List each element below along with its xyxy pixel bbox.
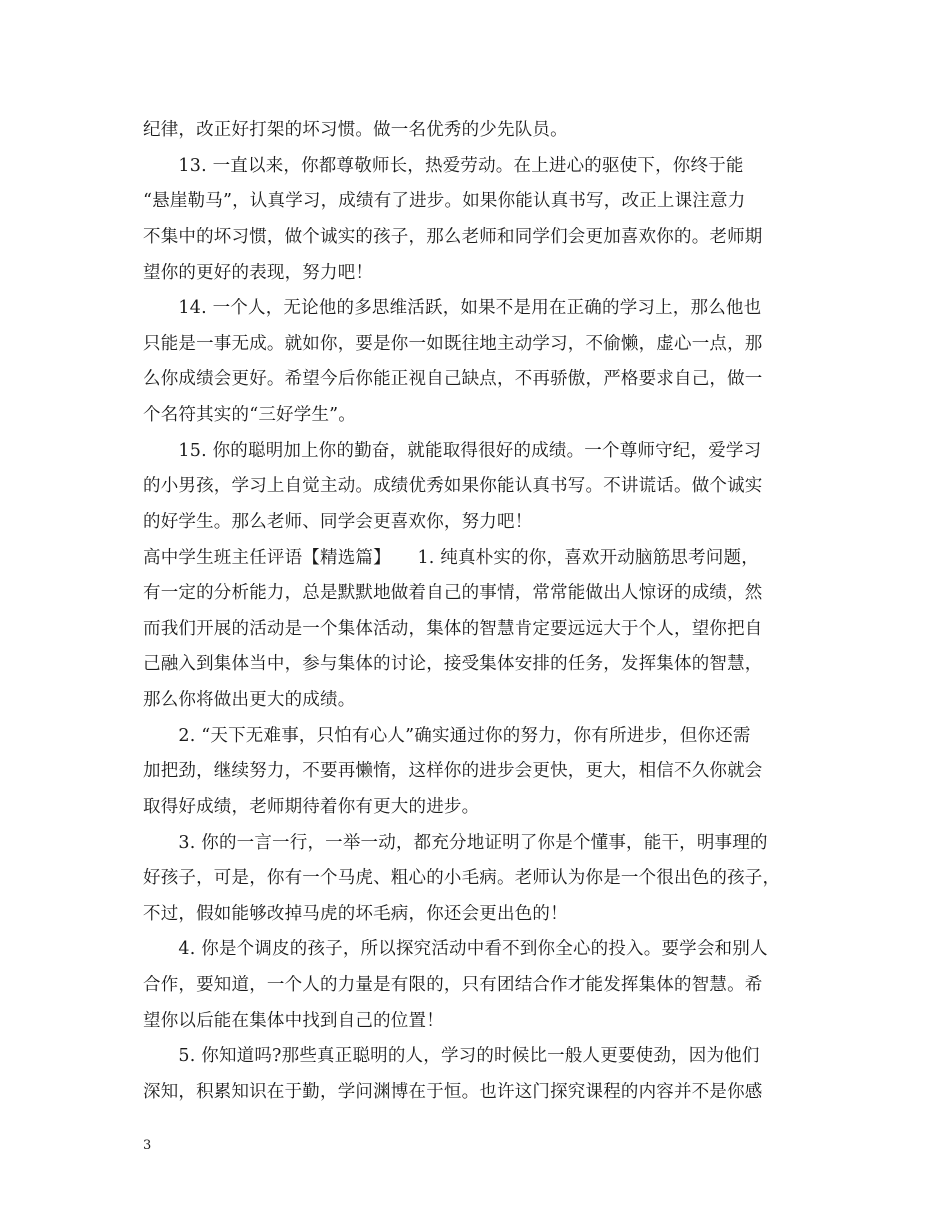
text-line: 不集中的坏习惯，做个诚实的孩子，那么老师和同学们会更加喜欢你的。老师期 [143,227,763,247]
text-line: 望你以后能在集体中找到自己的位置！ [143,1011,444,1031]
text-line: 望你的更好的表现，努力吧！ [143,263,374,283]
text-line: 只能是一事无成。就如你，要是你一如既往地主动学习，不偷懒，虚心一点，那 [143,334,763,354]
text-line: 纪律，改正好打架的坏习惯。做一名优秀的少先队员。 [143,120,568,140]
text-line: 己融入到集体当中，参与集体的讨论，接受集体安排的任务，发挥集体的智慧， [143,654,763,674]
text-line: 好孩子，可是，你有一个马虎、粗心的小毛病。老师认为你是一个很出色的孩子， [143,868,781,888]
section-heading-line: 高中学生班主任评语【精选篇】 1. 纯真朴实的你，喜欢开动脑筋思考问题， [143,548,759,568]
text-line: 的好学生。那么老师、同学会更喜欢你，努力吧！ [143,512,533,532]
text-line: 14. 一个人，无论他的多思维活跃，如果不是用在正确的学习上，那么他也 [143,298,762,318]
text-line: “悬崖勒马”，认真学习，成绩有了进步。如果你能认真书写，改正上课注意力 [143,191,746,211]
text-line: 的小男孩，学习上自觉主动。成绩优秀如果你能认真书写。不讲谎话。做个诚实 [143,476,763,496]
text-line: 3. 你的一言一行，一举一动，都充分地证明了你是个懂事，能干，明事理的 [143,833,768,853]
text-line: 不过，假如能够改掉马虎的坏毛病，你还会更出色的！ [143,904,568,924]
text-line: 合作，要知道，一个人的力量是有限的，只有团结合作才能发挥集体的智慧。希 [143,975,763,995]
text-line: 有一定的分析能力，总是默默地做着自己的事情，常常能做出人惊讶的成绩，然 [143,583,763,603]
text-line: 13. 一直以来，你都尊敬师长，热爱劳动。在上进心的驱使下，你终于能 [143,156,744,176]
text-line: 而我们开展的活动是一个集体活动，集体的智慧肯定要远远大于个人，望你把自 [143,619,763,639]
text-line: 4. 你是个调皮的孩子，所以探究活动中看不到你全心的投入。要学会和别人 [143,939,768,959]
text-line: 2. “天下无难事，只怕有心人”确实通过你的努力，你有所进步，但你还需 [143,726,751,746]
text-line: 么你成绩会更好。希望今后你能正视自己缺点，不再骄傲，严格要求自己，做一 [143,369,763,389]
page-number: 3 [143,1138,152,1153]
text-line: 那么你将做出更大的成绩。 [143,690,356,710]
text-line: 加把劲，继续努力，不要再懒惰，这样你的进步会更快，更大，相信不久你就会 [143,761,763,781]
text-line: 个名符其实的“三好学生”。 [143,405,356,425]
text-line: 取得好成绩，老师期待着你有更大的进步。 [143,797,480,817]
text-line: 深知，积累知识在于勤，学问渊博在于恒。也许这门探究课程的内容并不是你感 [143,1082,763,1102]
text-line: 5. 你知道吗?那些真正聪明的人，学习的时候比一般人更要使劲，因为他们 [143,1046,760,1066]
text-line: 15. 你的聪明加上你的勤奋，就能取得很好的成绩。一个尊师守纪，爱学习 [143,441,762,461]
